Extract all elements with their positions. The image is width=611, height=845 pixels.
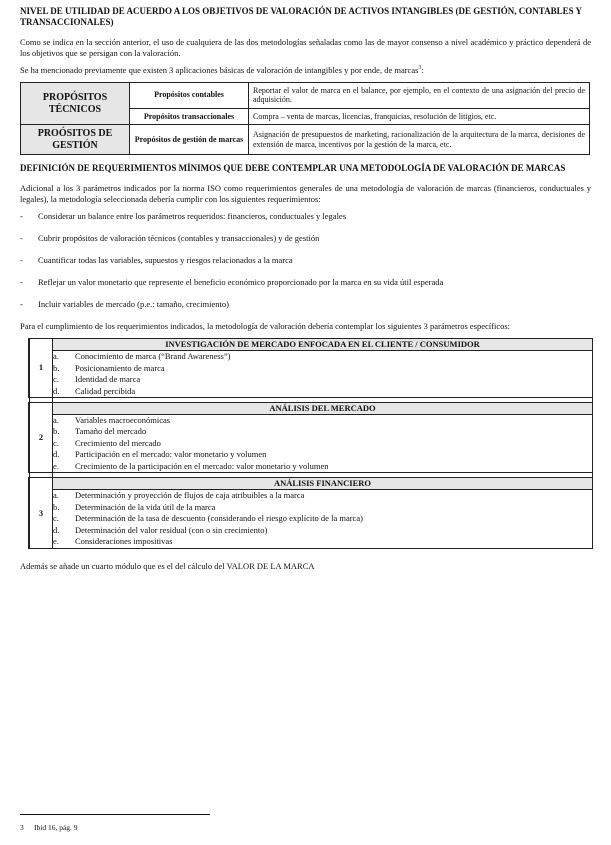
item-text: Consideraciones impositivas bbox=[75, 536, 173, 547]
item-text: Determinación de la vida útil de la marca bbox=[75, 501, 216, 512]
module-item bbox=[53, 363, 592, 374]
purposes-tecnicos-cell: PROPÓSITOS TÉCNICOS bbox=[21, 82, 130, 125]
footnote-reference: 3 bbox=[418, 64, 422, 71]
item-letter: b. bbox=[53, 426, 60, 437]
purpose-description-cell: Compra – venta de marcas, licencias, franquicias, resolución de litigios, etc. bbox=[249, 108, 590, 125]
module-title: ANÁLISIS DEL MERCADO bbox=[53, 402, 593, 414]
item-text: Determinación de la tasa de descuento (considerando el riesgo explícito de la marca) bbox=[75, 513, 363, 524]
item-text: Conocimiento de marca (“Brand Awareness”) bbox=[75, 351, 231, 362]
list-item bbox=[20, 277, 591, 288]
item-letter: a. bbox=[53, 490, 59, 501]
module-header-row bbox=[29, 402, 593, 414]
item-letter: e. bbox=[53, 536, 59, 547]
intro-paragraph: Como se indica en la sección anterior, el uso de cualquiera de las dos metodologías señaladas como las de mayor consenso a nivel académico y práctico dependerá de los objetivos que se persigan con la valoración. bbox=[20, 36, 591, 58]
module-item bbox=[53, 490, 592, 501]
item-letter: b. bbox=[53, 501, 60, 512]
table-row bbox=[21, 125, 590, 155]
item-letter: d. bbox=[53, 385, 60, 396]
module-item bbox=[53, 449, 592, 460]
parameters-paragraph: Para el cumplimiento de los requerimientos indicados, la metodología de valoración debería contemplar los siguientes 3 parámetros específicos: bbox=[20, 321, 511, 331]
module-header-row bbox=[29, 478, 593, 490]
dash-bullet: - bbox=[20, 210, 23, 221]
requirement-text: Incluir variables de mercado (p.e.: tamaño, crecimiento) bbox=[38, 298, 229, 309]
requirement-text: Cuantificar todas las variables, supuestos y riesgos relacionados a la marca bbox=[38, 254, 293, 265]
item-text: Variables macroeconómicas bbox=[75, 415, 171, 426]
module-number: 3 bbox=[29, 478, 53, 548]
module-title: ANÁLISIS FINANCIERO bbox=[53, 478, 593, 490]
item-letter: c. bbox=[53, 374, 59, 385]
requirements-list bbox=[20, 211, 591, 310]
module-body-row bbox=[29, 415, 593, 473]
item-text: Identidad de marca bbox=[75, 374, 141, 385]
modules-table bbox=[28, 338, 593, 549]
requirement-text: Considerar un balance entre los parámetros requeridos: financieros, conductuales y legales bbox=[38, 210, 347, 221]
purpose-type-cell: Propósitos transaccionales bbox=[130, 108, 249, 125]
purpose-description-cell: Asignación de presupuestos de marketing, racionalización de la arquitectura de la marca, decisiones de extensión de marca, incentivos por la gestión de la marca, etc. bbox=[249, 125, 590, 155]
purpose-type-cell: Propósitos de gestión de marcas bbox=[130, 125, 249, 155]
module-item bbox=[53, 502, 592, 513]
item-letter: a. bbox=[53, 351, 59, 362]
item-text: Participación en el mercado: valor monetario y volumen bbox=[75, 449, 267, 460]
footnote bbox=[20, 823, 78, 833]
module-item bbox=[53, 415, 592, 426]
requirement-text: Reflejar un valor monetario que represente el beneficio económico proporcionado por la marca en su vida útil esperada bbox=[38, 276, 444, 287]
footnote-number: 3 bbox=[20, 823, 24, 832]
module-items bbox=[53, 351, 593, 398]
list-item bbox=[20, 233, 591, 244]
list-item bbox=[20, 299, 591, 310]
module-body-row bbox=[29, 490, 593, 548]
module-items bbox=[53, 490, 593, 548]
section-heading-utilidad: NIVEL DE UTILIDAD DE ACUERDO A LOS OBJETIVOS DE VALORACIÓN DE ACTIVOS INTANGIBLES (DE GESTIÓN, CONTABLES Y TRANSACCIONALES) bbox=[20, 6, 582, 28]
footnote-divider bbox=[20, 814, 210, 815]
item-text: Crecimiento del mercado bbox=[75, 437, 161, 448]
module-number: 1 bbox=[29, 339, 53, 398]
purpose-description-cell: Reportar el valor de marca en el balance, por ejemplo, en el contexto de una asignación del precio de adquisición. bbox=[249, 82, 590, 108]
applications-paragraph bbox=[20, 65, 591, 76]
item-text: Determinación y proyección de flujos de caja atribuibles a la marca bbox=[75, 490, 305, 501]
item-letter: c. bbox=[53, 513, 59, 524]
dash-bullet: - bbox=[20, 298, 23, 309]
section-heading-requerimientos: DEFINICIÓN DE REQUERIMIENTOS MÍNIMOS QUE DEBE CONTEMPLAR UNA METODOLOGÍA DE VALORACIÓN DE MARCAS bbox=[20, 163, 566, 174]
module-items bbox=[53, 415, 593, 473]
module-item bbox=[53, 438, 592, 449]
module-item bbox=[53, 461, 592, 472]
module-body-row bbox=[29, 351, 593, 398]
closing-paragraph: Además se añade un cuarto módulo que es el del cálculo del VALOR DE LA MARCA bbox=[20, 560, 315, 571]
dash-bullet: - bbox=[20, 276, 23, 287]
module-item bbox=[53, 386, 592, 397]
purposes-table bbox=[20, 82, 590, 156]
purposes-gestion-cell: PROÓSITOS DE GESTIÓN bbox=[21, 125, 130, 155]
module-header-row bbox=[29, 339, 593, 351]
requirements-intro: Adicional a los 3 parámetros indicados por la norma ISO como requerimientos generales de una metodología de valoración de marcas (financieros, conductuales y legales), la metodología seleccionada debería cumplir con los siguientes requerimientos: bbox=[20, 182, 591, 204]
dash-bullet: - bbox=[20, 254, 23, 265]
item-letter: d. bbox=[53, 524, 60, 535]
item-text: Determinación del valor residual (con o sin crecimiento) bbox=[75, 524, 268, 535]
item-text: Crecimiento de la participación en el mercado: valor monetario y volumen bbox=[75, 460, 329, 471]
table-row bbox=[21, 82, 590, 108]
item-text: Calidad percibida bbox=[75, 385, 136, 396]
purpose-type-cell: Propósitos contables bbox=[130, 82, 249, 108]
applications-text: Se ha mencionado previamente que existen 3 aplicaciones básicas de valoración de intangibles y por ende, de marcas bbox=[20, 64, 419, 75]
applications-colon: : bbox=[421, 64, 424, 75]
module-title: INVESTIGACIÓN DE MERCADO ENFOCADA EN EL CLIENTE / CONSUMIDOR bbox=[53, 339, 593, 351]
dash-bullet: - bbox=[20, 232, 23, 243]
module-item bbox=[53, 374, 592, 385]
module-item bbox=[53, 351, 592, 362]
item-letter: c. bbox=[53, 437, 59, 448]
list-item bbox=[20, 255, 591, 266]
item-letter: d. bbox=[53, 449, 60, 460]
item-text: Posicionamiento de marca bbox=[75, 362, 165, 373]
item-letter: a. bbox=[53, 415, 59, 426]
module-item bbox=[53, 513, 592, 524]
item-text: Tamaño del mercado bbox=[75, 426, 147, 437]
module-item bbox=[53, 536, 592, 547]
module-item bbox=[53, 426, 592, 437]
module-item bbox=[53, 525, 592, 536]
requirement-text: Cubrir propósitos de valoración técnicos (contables y transaccionales) y de gestión bbox=[38, 232, 320, 243]
module-number: 2 bbox=[29, 402, 53, 472]
item-letter: b. bbox=[53, 362, 60, 373]
item-letter: e. bbox=[53, 460, 59, 471]
footnote-text: Ibid 16, pág. 9 bbox=[34, 823, 78, 832]
list-item bbox=[20, 211, 591, 222]
